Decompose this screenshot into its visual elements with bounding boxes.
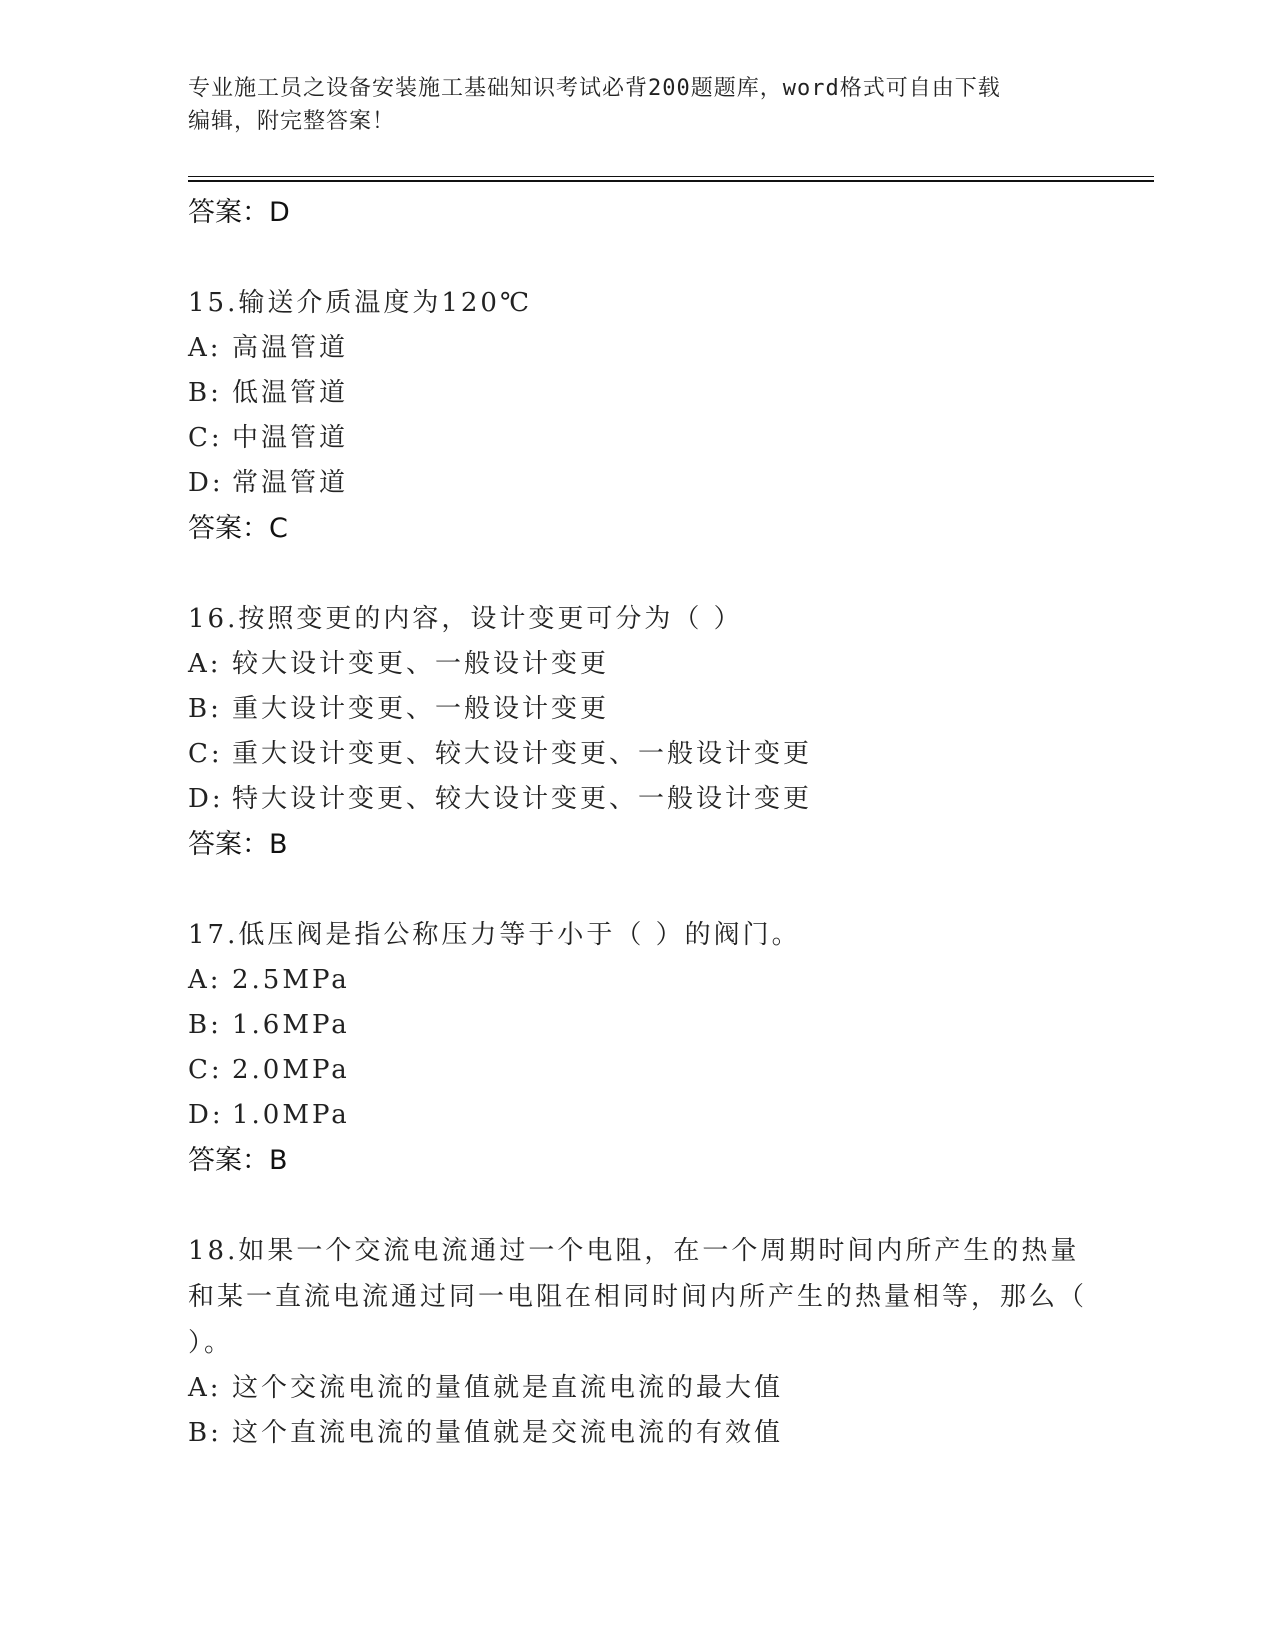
option-b [188,1411,1088,1456]
option-letter: A: [188,333,222,363]
option-d [188,461,1088,506]
question-stem: 17.低压阀是指公称压力等于小于（ ）的阀门。 [188,920,801,950]
option-c [188,416,1088,461]
option-letter: A: [188,649,222,679]
option-letter: C: [188,739,223,769]
option-b [188,1003,1088,1048]
spacer [188,1184,1088,1228]
header-line-1: 专业施工员之设备安装施工基础知识考试必背200题题库，word格式可自由下载 [188,76,1001,101]
option-text: 常温管道 [232,468,349,498]
option-c [188,1048,1088,1093]
option-text: 低温管道 [232,378,349,408]
spacer [188,552,1088,596]
option-letter: D: [188,468,224,498]
option-text: 2.0MPa [232,1055,350,1085]
question-15 [188,280,1088,552]
option-b [188,371,1088,416]
option-text: 重大设计变更、一般设计变更 [232,694,610,724]
question-stem: 16.按照变更的内容，设计变更可分为（ ） [188,604,743,634]
option-letter: B: [188,378,222,408]
option-letter: A: [188,1373,222,1403]
previous-answer: 答案：D [188,197,290,228]
answer-line: 答案：C [188,513,288,544]
option-text: 这个直流电流的量值就是交流电流的有效值 [232,1418,784,1448]
question-17 [188,912,1088,1184]
option-letter: C: [188,423,223,453]
option-text: 重大设计变更、较大设计变更、一般设计变更 [232,739,813,769]
option-text: 1.6MPa [232,1010,350,1040]
option-letter: C: [188,1055,223,1085]
header-rule-thin [188,176,1154,177]
option-letter: D: [188,784,224,814]
option-text: 高温管道 [232,333,349,363]
option-text: 特大设计变更、较大设计变更、一般设计变更 [232,784,813,814]
spacer [188,236,1088,280]
option-letter: B: [188,694,222,724]
option-d [188,1093,1088,1138]
question-list [188,190,1088,1456]
option-text: 这个交流电流的量值就是直流电流的最大值 [232,1373,784,1403]
option-letter: B: [188,1418,222,1448]
question-stem: 18.如果一个交流电流通过一个电阻，在一个周期时间内所产生的热量和某一直流电流通过同一电阻在相同时间内所产生的热量相等，那么（ ）。 [188,1236,1088,1358]
option-text: 2.5MPa [232,965,350,995]
option-a [188,958,1088,1003]
header-rule-thick [188,180,1154,182]
option-text: 较大设计变更、一般设计变更 [232,649,610,679]
answer-line: 答案：B [188,1145,288,1176]
question-stem: 15.输送介质温度为120℃ [188,288,533,318]
option-d [188,777,1088,822]
question-16 [188,596,1088,868]
option-text: 中温管道 [232,423,349,453]
option-a [188,642,1088,687]
option-b [188,687,1088,732]
option-c [188,732,1088,777]
question-18 [188,1228,1088,1456]
option-letter: A: [188,965,222,995]
document-header [188,72,1088,138]
option-a [188,1366,1088,1411]
spacer [188,868,1088,912]
option-a [188,326,1088,371]
option-text: 1.0MPa [232,1100,350,1130]
header-line-2: 编辑，附完整答案！ [188,109,396,134]
option-letter: B: [188,1010,222,1040]
option-letter: D: [188,1100,224,1130]
answer-line: 答案：B [188,829,288,860]
